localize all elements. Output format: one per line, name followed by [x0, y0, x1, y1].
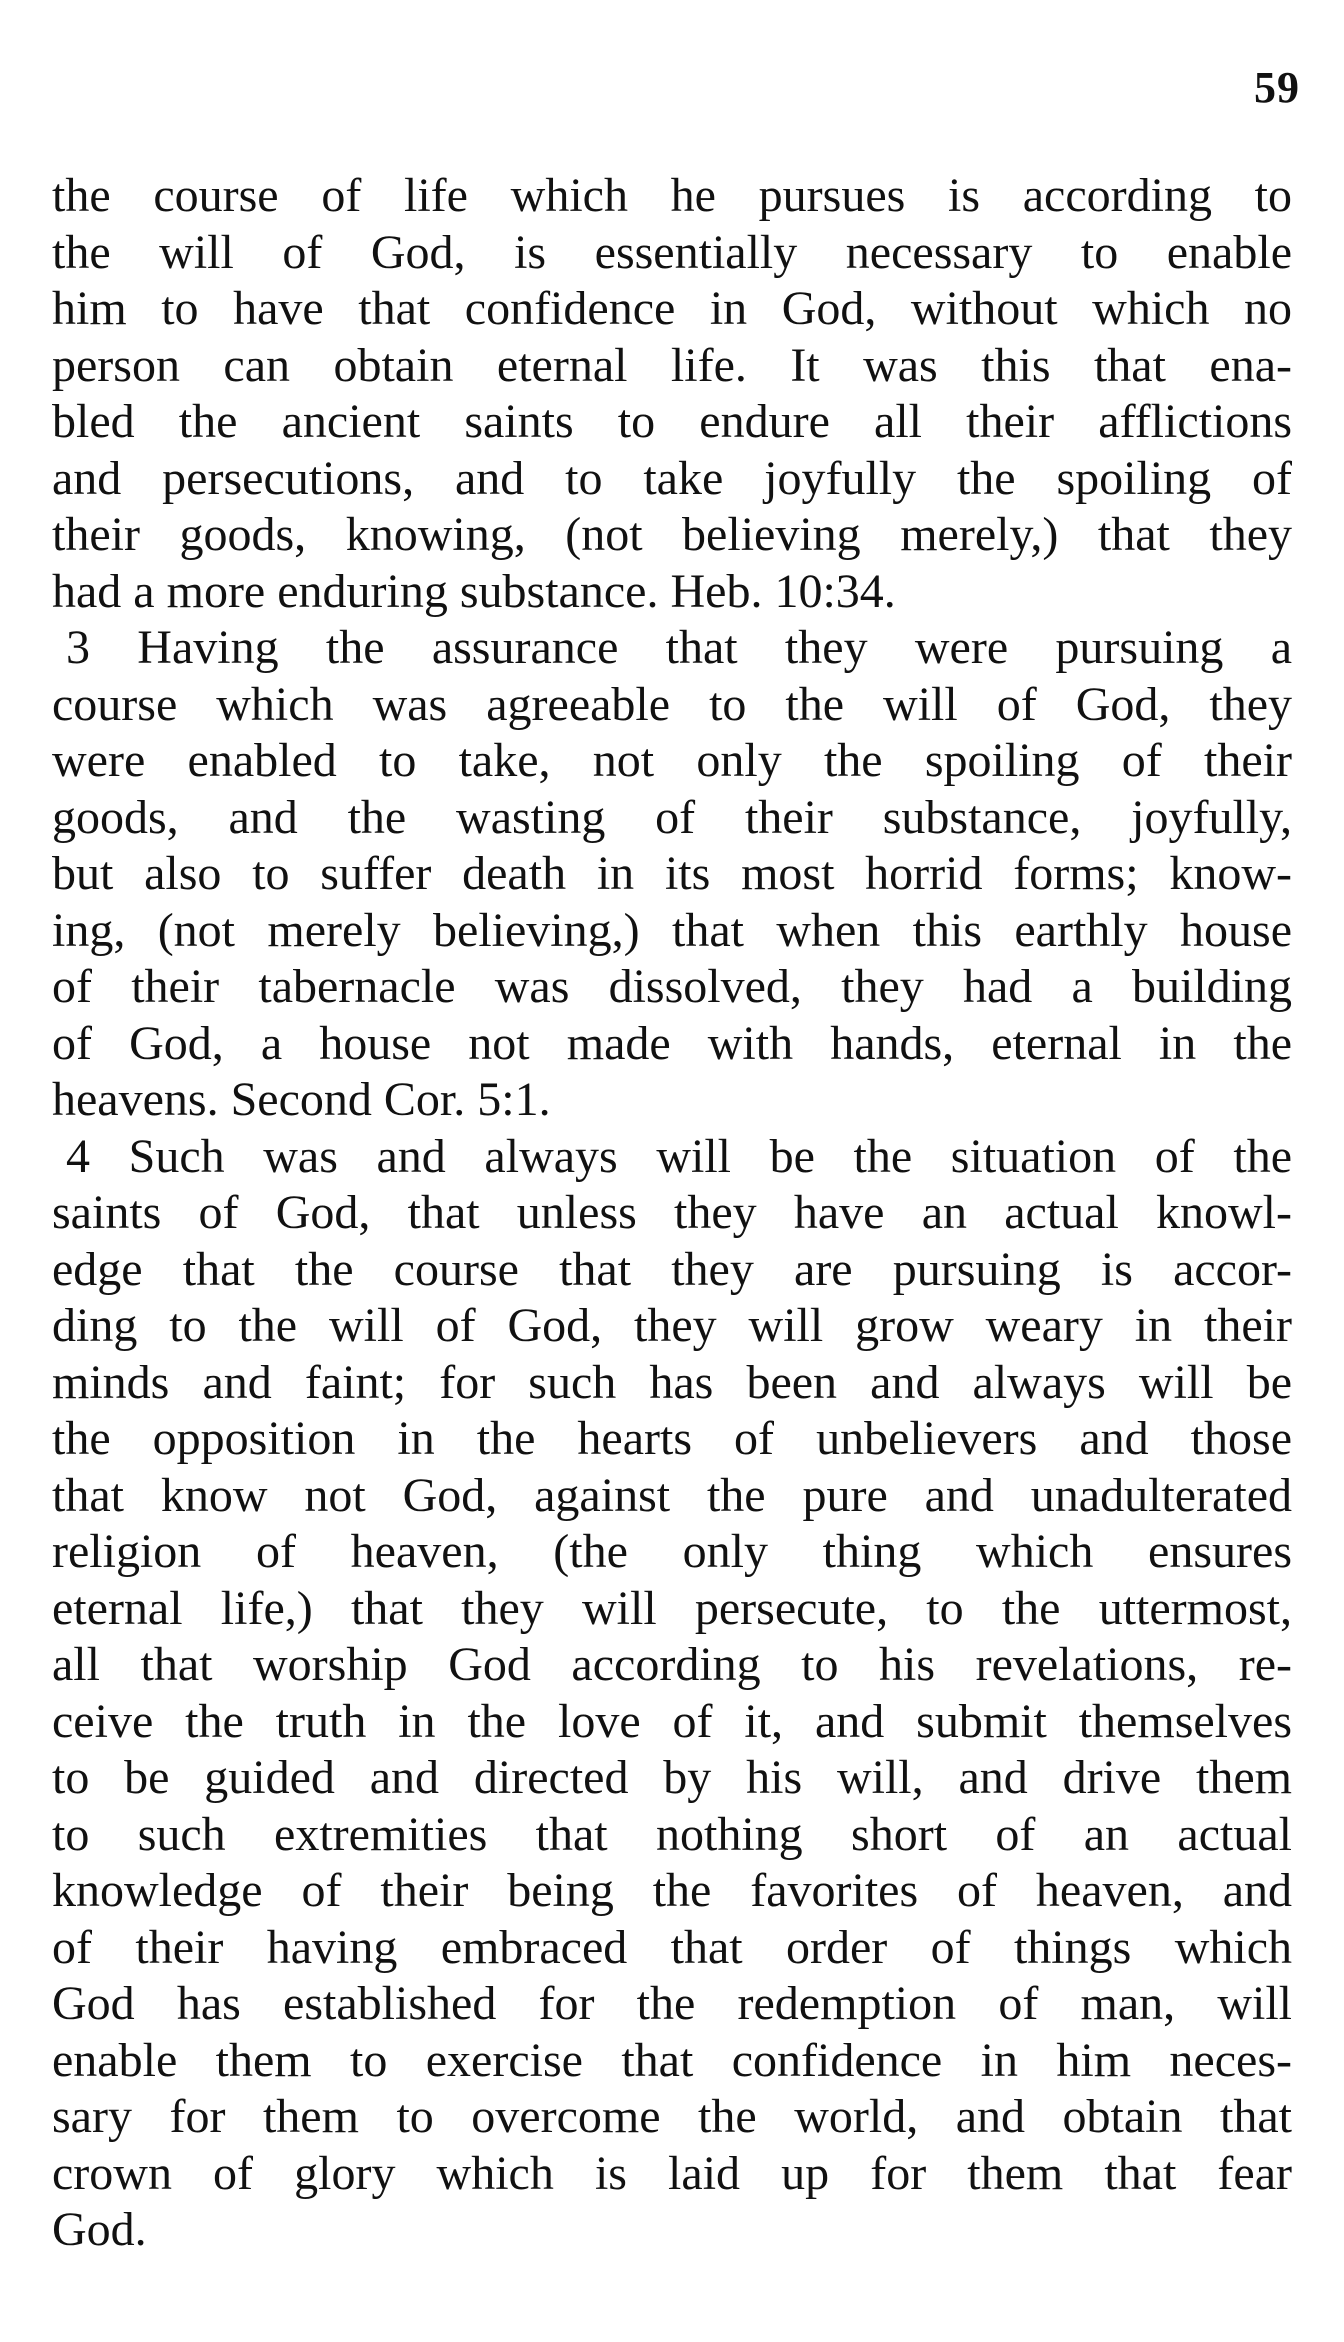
text-line: goods, and the wasting of their substance, joyfully, [52, 790, 1292, 844]
text-line: their goods, knowing, (not believing merely,) that they [52, 508, 1292, 561]
text-line: to be guided and directed by his will, and drive them [52, 1751, 1292, 1804]
text-line: of God, a house not made with hands, eternal in the [52, 1016, 1292, 1070]
text-line: sary for them to overcome the world, and obtain that [52, 2090, 1292, 2143]
text-line: person can obtain eternal life. It was this that ena- [52, 338, 1292, 392]
text-line: God has established for the redemption of man, will [52, 1977, 1292, 2030]
text-line: him to have that confidence in God, without which no [52, 282, 1292, 335]
text-line: knowledge of their being the favorites of heaven, and [52, 1864, 1292, 1917]
text-line: minds and faint; for such has been and always will be [52, 1355, 1292, 1409]
text-line: of their tabernacle was dissolved, they had a building [52, 960, 1292, 1013]
text-line: and persecutions, and to take joyfully the spoiling of [52, 451, 1292, 505]
text-line: crown of glory which is laid up for them that fear [52, 2146, 1292, 2200]
text-line: 4 Such was and always will be the situation of the [66, 1129, 1292, 1183]
text-line: eternal life,) that they will persecute, to the uttermost, [52, 1581, 1292, 1635]
text-line: religion of heaven, (the only thing which ensures [52, 1525, 1292, 1578]
text-line: course which was agreeable to the will of God, they [52, 677, 1292, 731]
text-line: the will of God, is essentially necessary to enable [52, 225, 1292, 279]
text-line: saints of God, that unless they have an actual knowl- [52, 1186, 1292, 1239]
text-line: enable them to exercise that confidence in him neces- [52, 2033, 1292, 2087]
text-line: the course of life which he pursues is according to [52, 169, 1292, 222]
text-line: ding to the will of God, they will grow weary in their [52, 1299, 1292, 1352]
text-line: edge that the course that they are pursuing is accor- [52, 1242, 1292, 1296]
page-number: 59 [1254, 63, 1300, 112]
text-line: that know not God, against the pure and unadulterated [52, 1468, 1292, 1522]
text-line: heavens. Second Cor. 5:1. [52, 1073, 551, 1126]
text-line: ing, (not merely believing,) that when this earthly house [52, 903, 1292, 957]
text-line: the opposition in the hearts of unbelievers and those [52, 1412, 1292, 1465]
text-line: had a more enduring substance. Heb. 10:34. [52, 564, 896, 618]
text-line: all that worship God according to his revelations, re- [52, 1638, 1292, 1691]
text-line: 3 Having the assurance that they were pursuing a [66, 621, 1292, 674]
text-line: were enabled to take, not only the spoiling of their [52, 734, 1292, 787]
text-line: God. [52, 2203, 147, 2256]
text-line: ceive the truth in the love of it, and submit themselves [52, 1694, 1292, 1748]
text-line: bled the ancient saints to endure all their afflictions [52, 395, 1292, 448]
text-line: but also to suffer death in its most horrid forms; know- [52, 847, 1292, 900]
text-line: of their having embraced that order of things which [52, 1920, 1292, 1974]
page-body-text [52, 168, 1292, 2259]
text-line: to such extremities that nothing short of an actual [52, 1807, 1292, 1861]
